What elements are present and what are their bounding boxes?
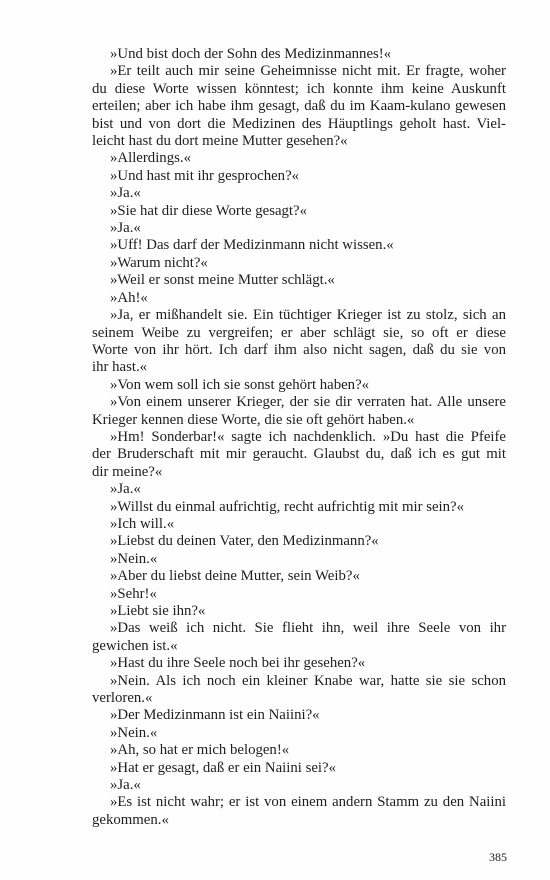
- text-line: du diese Worte wissen könntest; ich konnte ihm keine Auskunft: [92, 80, 506, 97]
- text-line: »Nein.«: [110, 724, 158, 741]
- text-line: »Allerdings.«: [110, 150, 191, 167]
- paragraph: [92, 307, 506, 377]
- paragraph: [92, 481, 506, 498]
- text-line: »Ja, er mißhandelt sie. Ein tüchtiger Krieger ist zu stolz, sich an: [110, 307, 506, 324]
- paragraph: [92, 794, 506, 829]
- paragraph: [92, 290, 506, 307]
- text-line: »Ja.«: [110, 481, 141, 498]
- text-line: dir meine?«: [92, 463, 163, 480]
- paragraph: [92, 568, 506, 585]
- paragraph: [92, 725, 506, 742]
- paragraph: [92, 429, 506, 481]
- paragraph: [92, 203, 506, 220]
- text-line: »Sie hat dir diese Worte gesagt?«: [110, 202, 308, 219]
- text-line: erteilen; aber ich habe ihm gesagt, daß du im Kaam-kulano gewesen: [92, 98, 506, 115]
- text-line: »Von einem unserer Krieger, der sie dir verraten hat. Alle unsere: [110, 394, 506, 411]
- text-line: bist und von dort die Medizinen des Häuptlings geholt hast. Viel-: [92, 115, 506, 132]
- paragraph: [92, 63, 506, 150]
- paragraph: [92, 777, 506, 794]
- paragraph: [92, 255, 506, 272]
- text-line: »Und hast mit ihr gesprochen?«: [110, 167, 300, 184]
- text-line: »Aber du liebst deine Mutter, sein Weib?«: [110, 568, 360, 585]
- paragraph: [92, 516, 506, 533]
- text-line: »Willst du einmal aufrichtig, recht aufrichtig mit mir sein?«: [110, 498, 465, 515]
- paragraph: [92, 220, 506, 237]
- text-line: »Es ist nicht wahr; er ist von einem andern Stamm zu den Naiini: [110, 794, 506, 811]
- text-line: verloren.«: [92, 690, 153, 707]
- text-line: Krieger kennen diese Worte, die sie oft gehört haben.«: [92, 411, 415, 428]
- paragraph: [92, 742, 506, 759]
- text-line: »Ah!«: [110, 289, 148, 306]
- paragraph: [92, 168, 506, 185]
- text-line: »Nein. Als ich noch ein kleiner Knabe war, hatte sie sie schon: [110, 672, 506, 689]
- paragraph: [92, 272, 506, 289]
- text-line: »Sehr!«: [110, 585, 157, 602]
- text-line: »Warum nicht?«: [110, 254, 208, 271]
- text-line: »Von wem soll ich sie sonst gehört haben?«: [110, 376, 370, 393]
- paragraph: [92, 760, 506, 777]
- body-text: [92, 46, 506, 829]
- text-line: »Liebt sie ihn?«: [110, 603, 206, 619]
- text-line: Worte von ihr hört. Ich darf ihm also nicht sagen, daß du sie von: [92, 341, 506, 358]
- text-line: seinem Weibe zu vergreifen; er aber schlägt sie, so oft er diese: [92, 324, 506, 341]
- text-line: »Das weiß ich nicht. Sie flieht ihn, weil ihre Seele von ihr: [110, 620, 506, 637]
- paragraph: [92, 394, 506, 429]
- paragraph: [92, 673, 506, 708]
- text-line: »Und bist doch der Sohn des Medizinmannes!«: [110, 46, 392, 62]
- paragraph: [92, 551, 506, 568]
- paragraph: [92, 620, 506, 655]
- paragraph: [92, 150, 506, 167]
- text-line: »Ja.«: [110, 777, 141, 794]
- text-line: »Nein.«: [110, 550, 158, 567]
- text-line: »Weil er sonst meine Mutter schlägt.«: [110, 272, 335, 289]
- text-line: »Hast du ihre Seele noch bei ihr gesehen?«: [110, 655, 366, 672]
- text-line: »Ja.«: [110, 220, 141, 237]
- page-number: 385: [489, 850, 507, 864]
- text-line: gewichen ist.«: [92, 637, 178, 654]
- paragraph: [92, 586, 506, 603]
- paragraph: [92, 533, 506, 550]
- text-line: »Uff! Das darf der Medizinmann nicht wissen.«: [110, 237, 394, 254]
- paragraph: [92, 46, 506, 63]
- text-line: »Ja.«: [110, 185, 141, 202]
- text-line: der Bruderschaft mit mir geraucht. Glaubst du, daß ich es gut mit: [92, 446, 506, 463]
- paragraph: [92, 237, 506, 254]
- paragraph: [92, 707, 506, 724]
- text-line: »Ah, so hat er mich belogen!«: [110, 742, 290, 759]
- paragraph: [92, 377, 506, 394]
- text-line: leicht hast du dort meine Mutter gesehen?«: [92, 133, 348, 150]
- text-line: »Hat er gesagt, daß er ein Naiini sei?«: [110, 759, 336, 776]
- paragraph: [92, 603, 506, 620]
- paragraph: [92, 655, 506, 672]
- text-line: »Ich will.«: [110, 515, 175, 532]
- paragraph: [92, 499, 506, 516]
- text-line: »Der Medizinmann ist ein Naiini?«: [110, 707, 320, 724]
- paragraph: [92, 185, 506, 202]
- text-line: »Liebst du deinen Vater, den Medizinmann?«: [110, 533, 379, 550]
- text-line: »Hm! Sonderbar!« sagte ich nachdenklich. »Du hast die Pfeife: [110, 428, 506, 445]
- text-line: ihr hast.«: [92, 359, 148, 376]
- text-line: gekommen.«: [92, 811, 169, 828]
- text-line: »Er teilt auch mir seine Geheimnisse nicht mit. Er fragte, woher: [110, 63, 506, 80]
